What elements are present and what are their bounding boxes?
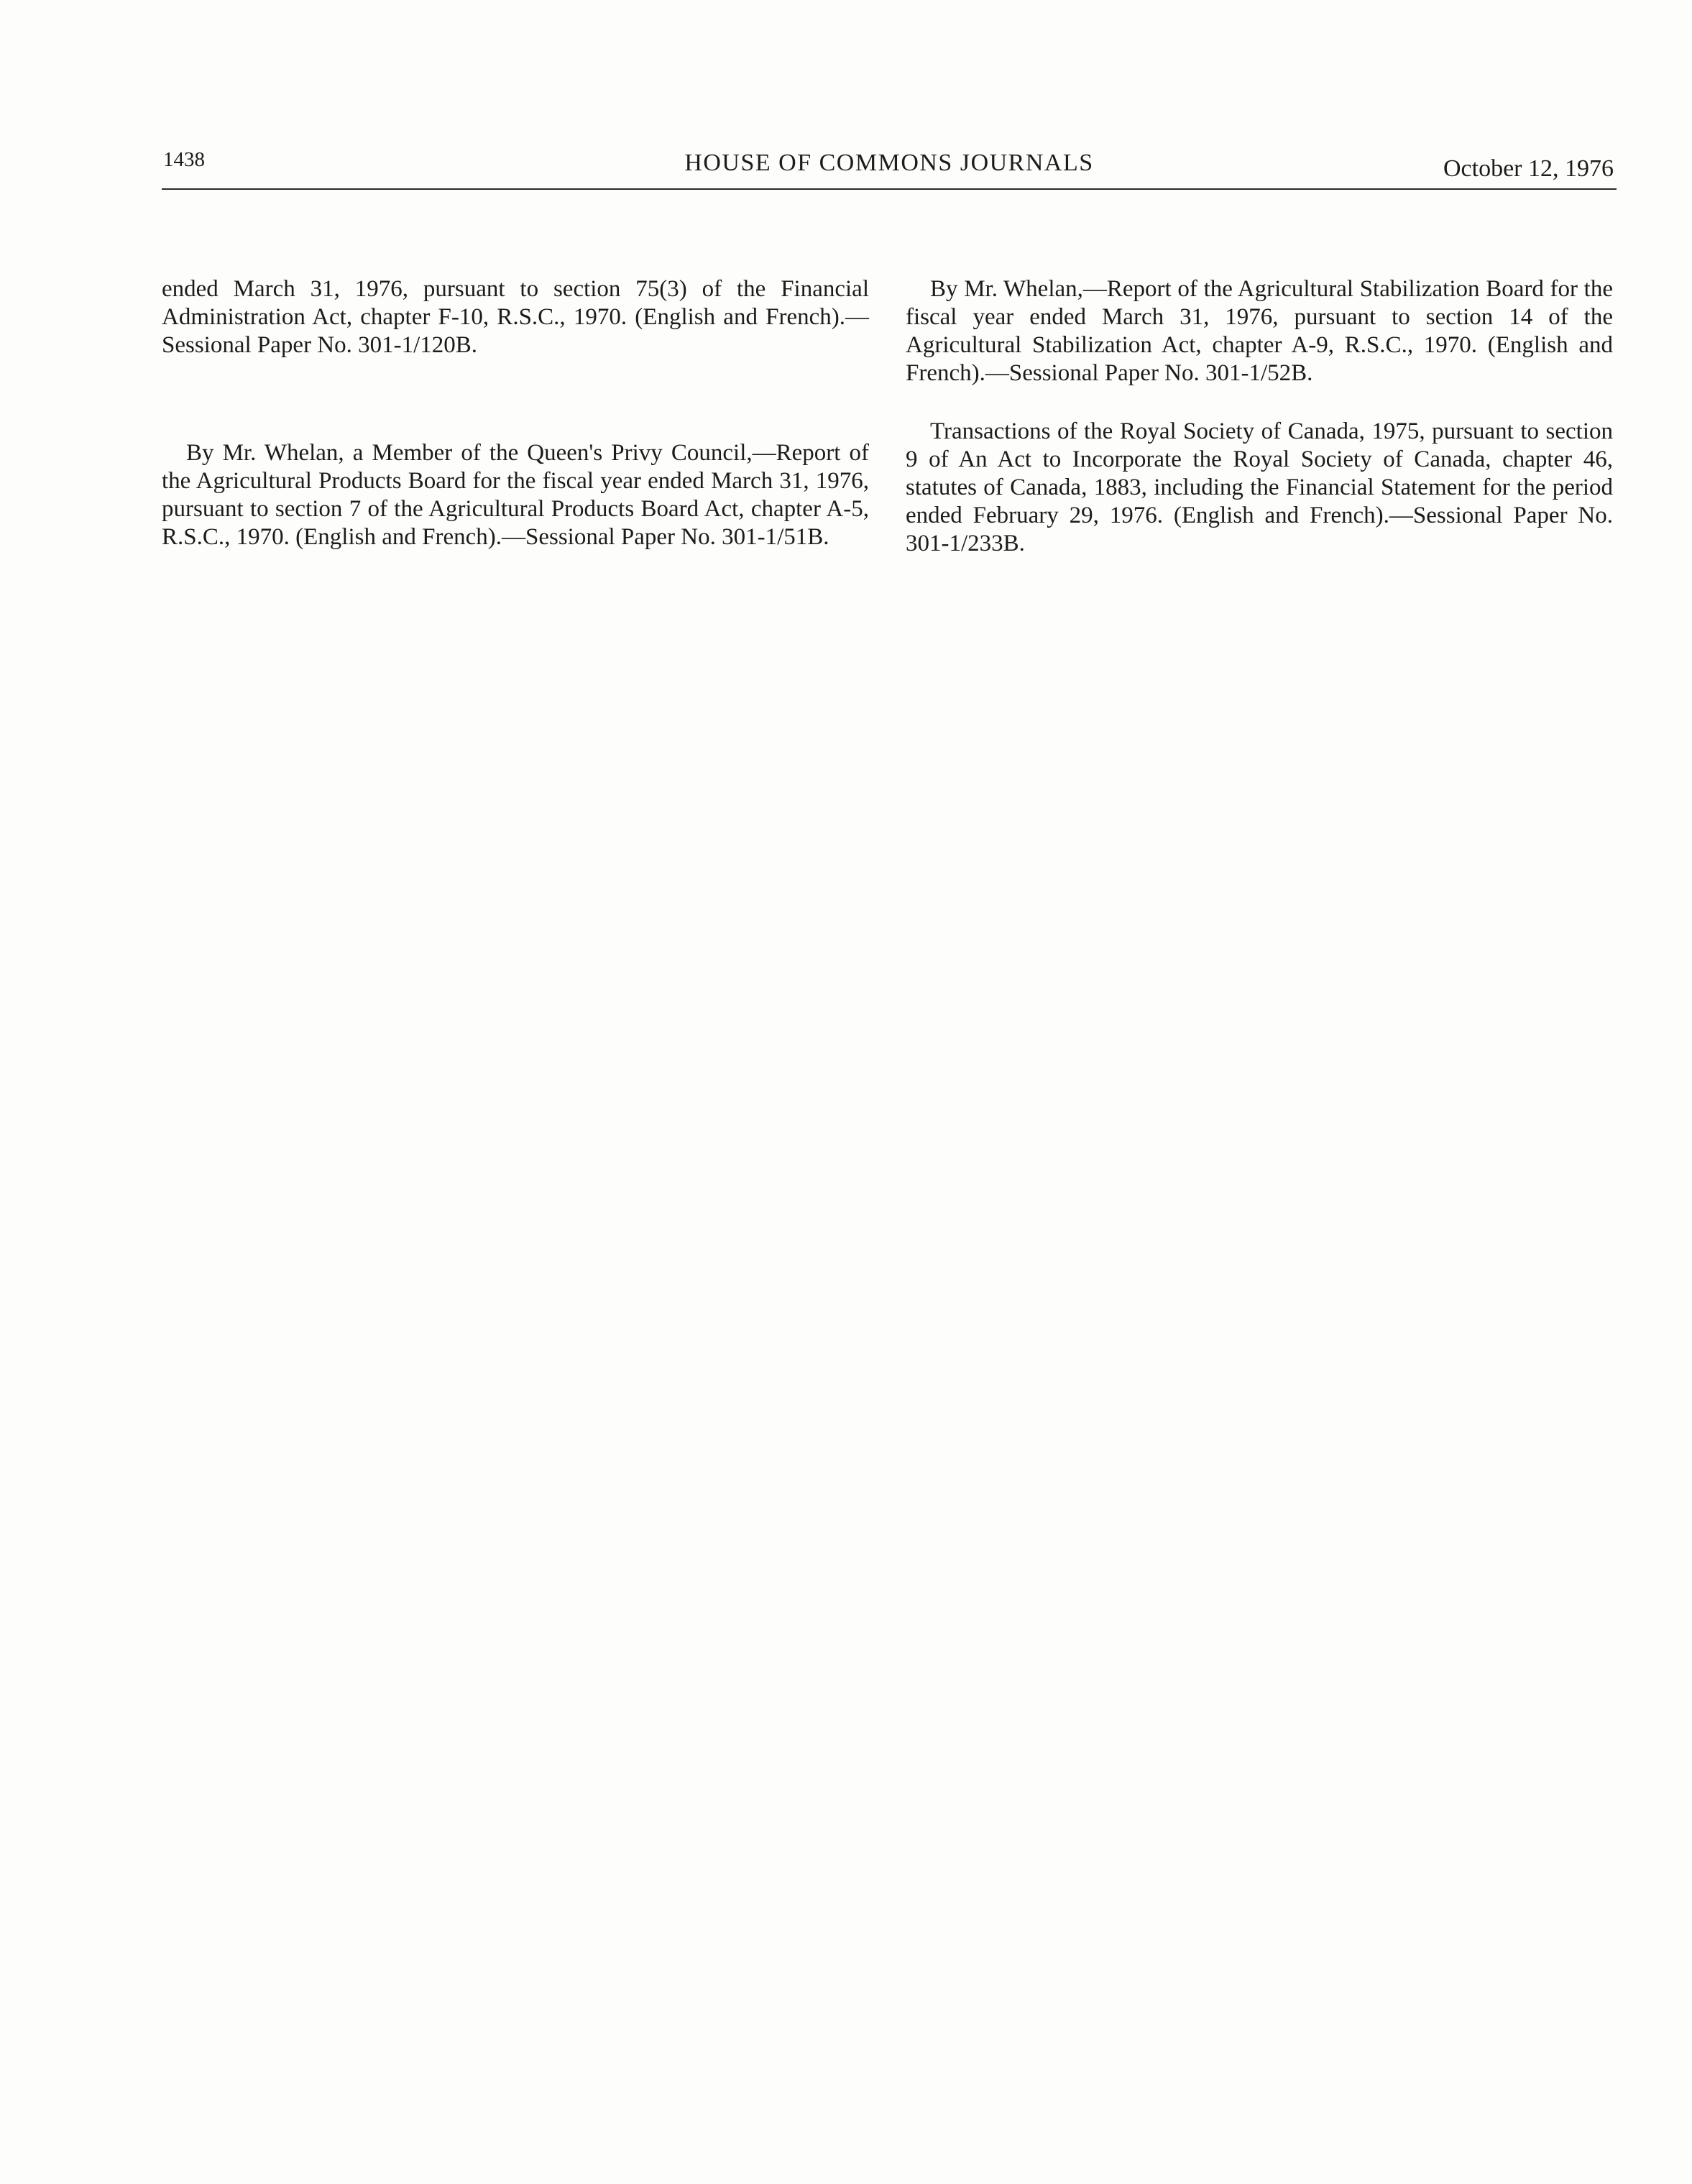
paragraph-royal-society: Transactions of the Royal Society of Canada, 1975, pursuant to section 9 of An Act to Incorporate the Royal Society of Canada, chapter 46, statutes of Canada, 1883, including the Financial Statement for the period ended February 29, 1976. (English and French).—Sessional Paper No. 301-1/233B. [906,418,1613,556]
journal-title: HOUSE OF COMMONS JOURNALS [684,150,1094,176]
left-column [162,275,869,551]
paragraph-agricultural-products-board: By Mr. Whelan, a Member of the Queen's Privy Council,—Report of the Agricultural Products Board for the fiscal year ended March 31, 1976, pursuant to section 7 of the Agricultural Products Board Act, chapter A-5, R.S.C., 1970. (English and French).—Sessional Paper No. 301-1/51B. [162,440,869,550]
journal-date: October 12, 1976 [1443,155,1614,182]
page-header [162,141,1617,190]
paragraph-agricultural-stabilization-board: By Mr. Whelan,—Report of the Agricultural Stabilization Board for the fiscal year ended March 31, 1976, pursuant to section 14 of the Agricultural Stabilization Act, chapter A-9, R.S.C., 1970. (English and French).—Sessional Paper No. 301-1/52B. [906,276,1613,386]
right-column [906,275,1613,558]
paragraph-continuation: ended March 31, 1976, pursuant to section 75(3) of the Financial Administration Act, chapter F-10, R.S.C., 1970. (English and French).—Sessional Paper No. 301-1/120B. [162,276,869,358]
page-number: 1438 [163,148,205,171]
